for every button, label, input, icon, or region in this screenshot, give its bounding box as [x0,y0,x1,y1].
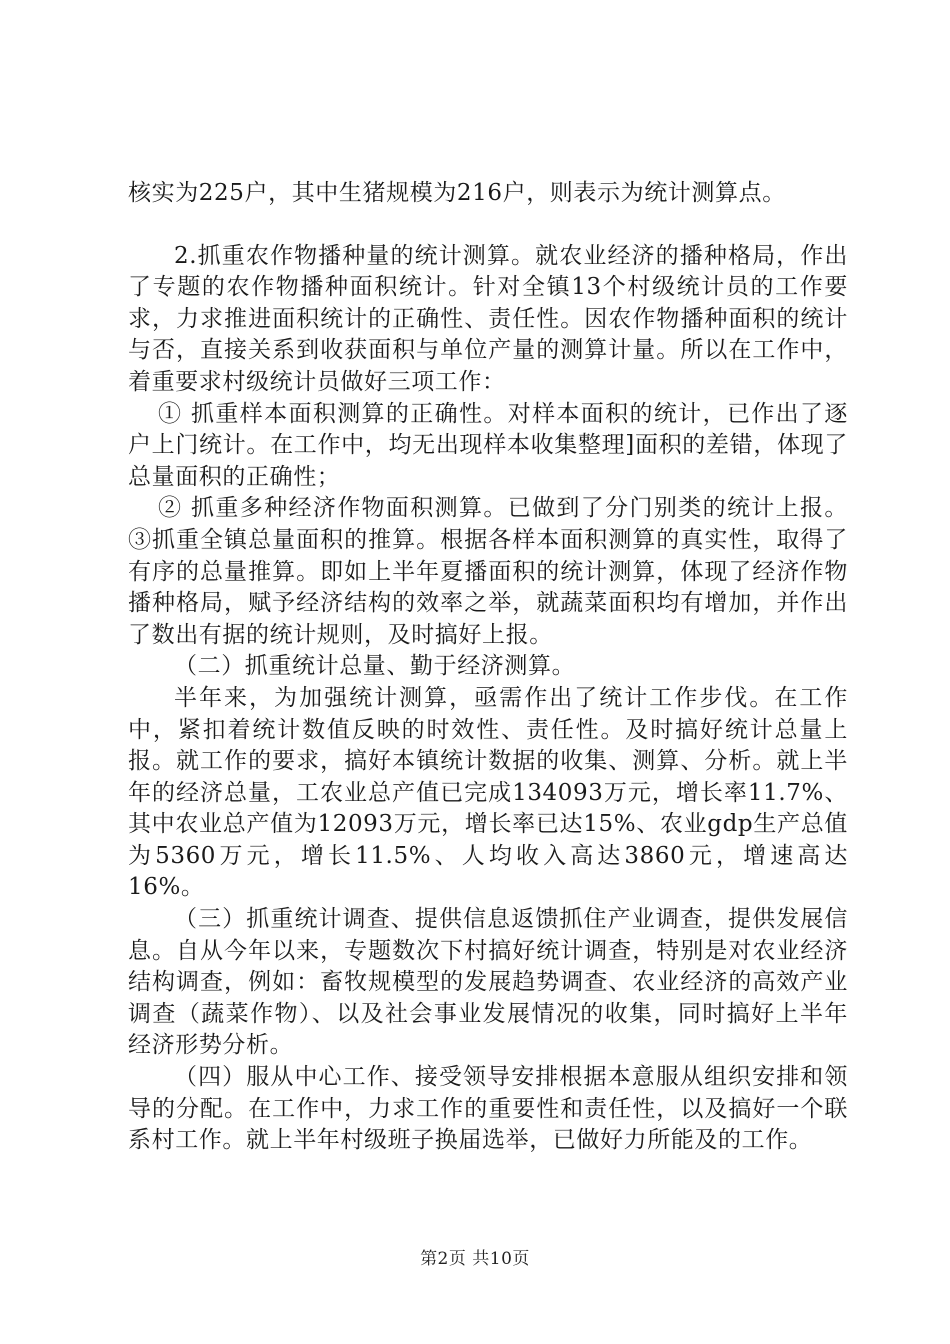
paragraph-crop-sowing: 2.抓重农作物播种量的统计测算。就农业经济的播种格局，作出了专题的农作物播种面积统计。针对全镇13个村级统计员的工作要求，力求推进面积统计的正确性、责任性。因农作物播种面积的统计与否，直接关系到收获面积与单位产量的测算计量。所以在工作中，着重要求村级统计员做好三项工作： [128,242,848,395]
paragraph-statistical-survey: （三）抓重统计调查、提供信息返馈抓住产业调查，提供发展信息。自从今年以来，专题数次下村搞好统计调查，特别是对农业经济结构调查，例如：畜牧规模型的发展趋势调查、农业经济的高效产业调查（蔬菜作物）、以及社会事业发展情况的收集，同时搞好上半年经济形势分析。 [128,906,848,1059]
paragraph-item-2: ② 抓重多种经济作物面积测算。已做到了分门别类的统计上报。③抓重全镇总量面积的推算。根据各样本面积测算的真实性，取得了有序的总量推算。即如上半年夏播面积的统计测算，体现了经济作物播种格局，赋予经济结构的效率之举，就蔬菜面积均有增加，并作出了数出有据的统计规则，及时搞好上报。 [128,495,848,648]
paragraph-item-1: ① 抓重样本面积测算的正确性。对样本面积的统计，已作出了逐户上门统计。在工作中，均无出现样本收集整理]面积的差错，体现了总量面积的正确性； [128,400,848,490]
paragraph-economic-totals: 半年来，为加强统计测算，亟需作出了统计工作步伐。在工作中，紧扣着统计数值反映的时效性、责任性。及时搞好统计总量上报。就工作的要求，搞好本镇统计数据的收集、测算、分析。就上半年的经济总量，工农业总产值已完成134093万元，增长率11.7%、其中农业总产值为12093万元，增长率已达15%、农业gdp生产总值为5360万元，增长11.5%、人均收入高达3860元，增速高达16%。 [128,684,848,901]
page-footer: 第2页 共10页 [420,1249,530,1269]
document-body [128,178,848,1157]
paragraph-central-work: （四）服从中心工作、接受领导安排根据本意服从组织安排和领导的分配。在工作中，力求工作的重要性和责任性，以及搞好一个联系村工作。就上半年村级班子换届选举，已做好力所能及的工作。 [128,1064,848,1154]
section-heading-2: （二）抓重统计总量、勤于经济测算。 [174,653,576,680]
paragraph-continuation: 核实为225户，其中生猪规模为216户，则表示为统计测算点。 [128,180,786,206]
